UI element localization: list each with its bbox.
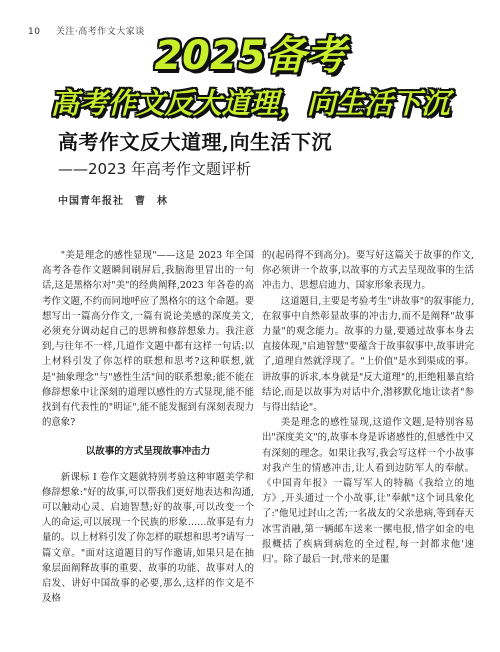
paragraph-continued: 的(起码得不到高分)。要写好这篇关于故事的作文,你必须讲一个故事,以故事的方式去呈现故事的生活冲击力、思想启迪力、国家形象表现力。 [262,250,474,292]
page-number: 10 [28,27,41,37]
banner-line-2: 高考作文反大道理，向生活下沉 [50,87,450,120]
right-column [262,248,474,567]
article-author: 中国青年报社 曹 林 [58,196,168,207]
section-heading: 以故事的方式呈现故事冲击力 [85,446,211,458]
paragraph: "美是理念的感性显现"——这是 2023 年全国高考各卷作文题瞬间刷屏后,我脑海里冒出的一句话,这是黑格尔对"美"的经典阐释,2023 年各卷的高考作文题,不约而同地呼应了黑格尔的这个命题。要想写出一篇高分作文,一篇有说论美感的深度美文,必须充分调动起自己的思辨和修辞想象力。我注意到,与往年不一样,几道作文题中都有这样一句话:以上材料引发了你怎样的联想和思考?这种联想,就是"抽象理念"与"感性生活"间的联系想象;能不能在修辞想象中让深刻的道理以感性的方式显现,能不能找到有代表性的"明证",能不能发掘到有深刻表现力的意象? [42,250,254,429]
paragraph: 这道题目,主要是考验考生"讲故事"的叙事能力,在叙事中自然彰显故事的冲击力,而不是阐释"故事力量"的观念能力。故事的力量,要通过故事本身去直接体现,"启迪智慧"要蕴含于故事叙事中,故事讲完了,道理自然就浮现了。"上价值"是水到渠成的事。讲故事的诉求,本身就是"反大道理"的,拒绝粗暴直给结论,而是以故事为对话中介,潜移默化地让读者"参与得出结论"。 [262,295,474,414]
paragraph: 美是理念的感性显现,这道作文题,是特别容易出"深度美文"的,故事本身是诉诸感性的,但感性中又有深刻的理念。如果让我写,我会写这样一个小故事对我产生的情感冲击,让人看到边防军人的奉献。《中国青年报》一篇写军人的特稿《我给立的地方》,开头通过一个小故事,让"奉献"这个词具象化了:"他见过封山之苦;一名战友的父亲患病,等到春天冰雪消融,第一辆邮车送来一摞电报,惜字如金的电报概括了疾病到病危的全过程,每一封都求他'速归'。除了最后一封,带来的是噩 [262,417,474,566]
paragraph: 新课标 I 卷作文题就特别考验这种审题美学和修辞想象:"好的故事,可以帮我们更好地表达和沟通,可以触动心灵、启迪智慧;好的故事,可以改变一个人的命运,可以展现一个民族的形象……故事是有力量的。以上材料引发了你怎样的联想和思考?请写一篇文章。"面对这道题目的写作邀请,如果只是在抽象层面阐释故事的重要、故事的功能、故事对人的启发、讲好中国故事的必要,那么,这样的作文是不及格 [42,471,254,605]
article-subtitle: ——2023 年高考作文题评析 [58,160,251,178]
running-title: 关注·高考作文大家谈 [55,27,145,37]
banner-line-1: 2025备考 [154,33,346,79]
article-title: 高考作文反大道理,向生活下沉 [58,130,332,154]
left-column [42,248,254,606]
